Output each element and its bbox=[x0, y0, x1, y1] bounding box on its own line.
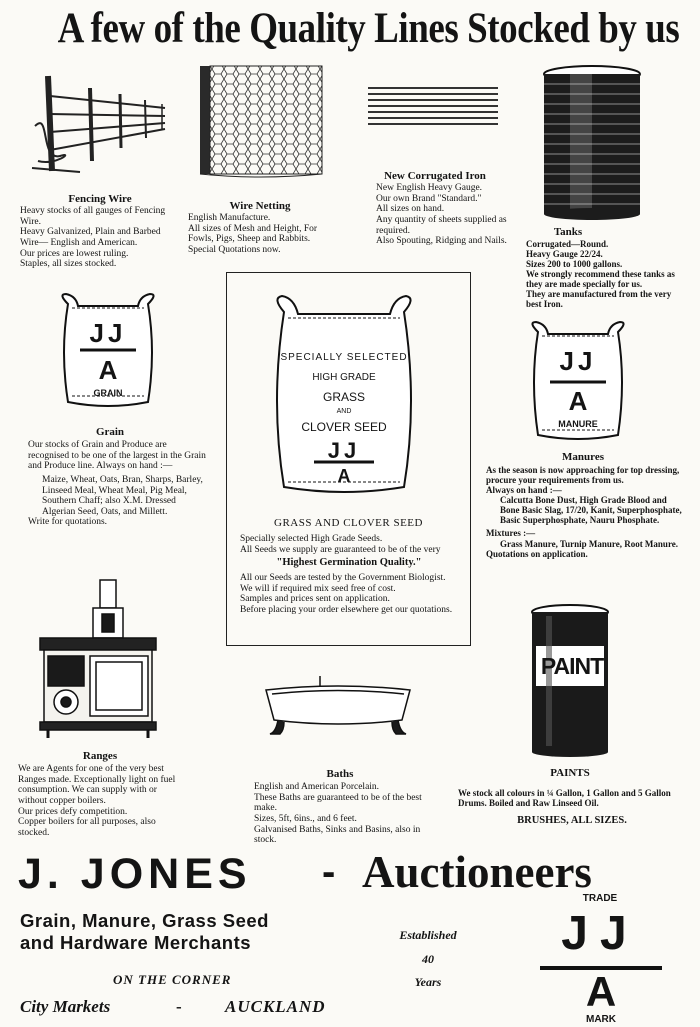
ranges-text: We are Agents for one of the very best Ranges made. Exceptionally light on fuel consumption. We can supply with or without copper boilers. Our prices defy competition. Copper boilers for all purposes, also stocked. bbox=[18, 764, 176, 838]
tanks-title: Tanks bbox=[553, 226, 583, 238]
on-the-corner: ON THE CORNER bbox=[113, 972, 232, 987]
address-dash: - bbox=[176, 997, 182, 1016]
iron-title: New Corrugated Iron bbox=[384, 170, 486, 182]
tank-illustration bbox=[540, 64, 645, 224]
auckland: AUCKLAND bbox=[225, 997, 326, 1016]
manure-sack-a: A bbox=[568, 386, 588, 416]
trademark-trade: TRADE bbox=[582, 893, 618, 904]
fencing-wire-illustration bbox=[30, 66, 170, 176]
manure-sack-label: MANURE bbox=[558, 419, 598, 429]
grain-title: Grain bbox=[95, 426, 125, 438]
netting-text: English Manufacture. All sizes of Mesh and Height, For Fowls, Pigs, Sheep and Rabbits. Special Quotations now. bbox=[188, 213, 318, 255]
paint-can-label: PAINT bbox=[540, 653, 604, 679]
trademark-jj: JJ bbox=[561, 907, 639, 960]
baths-text: English and American Porcelain. These Baths are guaranteed to be of the best make. Sizes, 5ft, 6ins., and 6 feet. Galvanised Baths, Sinks and Basins, also in stock. bbox=[254, 782, 422, 846]
bath-illustration bbox=[262, 676, 414, 740]
seed-sack-line-4: AND bbox=[336, 408, 352, 415]
manure-sack-jj: JJ bbox=[559, 346, 597, 376]
headline: A few of the Quality Lines Stocked by us bbox=[57, 5, 680, 52]
trademark-mark: MARK bbox=[586, 1014, 616, 1025]
ranges-title: Ranges bbox=[82, 750, 118, 762]
merchants-line-1: Grain, Manure, Grass Seed bbox=[20, 910, 269, 931]
grain-sack-jj: JJ bbox=[89, 318, 127, 348]
fencing-title: Fencing Wire bbox=[68, 193, 132, 205]
seed-sack-a: A bbox=[337, 466, 351, 486]
trademark-a: A bbox=[585, 968, 617, 1015]
paint-can-illustration bbox=[528, 602, 614, 758]
corrugated-iron-illustration bbox=[368, 84, 498, 129]
manures-title: Manures bbox=[562, 451, 604, 463]
established-label: Established bbox=[399, 928, 457, 942]
grain-text: Our stocks of Grain and Produce are recognised to be one of the largest in the Grain and Produce line. Always on hand :— Maize, Wheat, Oats, Bran, Sharps, Barley, Linseed Meal, Wheat Meal, Pig Meal, Southern Chaff; also X.M. Dressed Algerian Seed, Oats, and Millett. Write for quotations. bbox=[28, 440, 206, 528]
netting-title: Wire Netting bbox=[229, 200, 291, 212]
seed-text: Specially selected High Grade Seeds. All Seeds we supply are guaranteed to be of the very "Highest Germination Quality." All our Seeds are tested by the Government Biologist. We will if required mix seed free of cost. Samples and prices sent on application. Before placing your order elsewhere get our quotations. bbox=[240, 534, 453, 615]
established-years-number: 40 bbox=[422, 952, 434, 966]
grain-sack-label: GRAIN bbox=[93, 388, 123, 398]
paints-brushes: BRUSHES, ALL SIZES. bbox=[517, 815, 627, 826]
manures-text: As the season is now approaching for top dressing, procure your requirements from us. Always on hand :— Calcutta Bone Dust, High Grade Blood and Bone Basic Slag, 17/20, Kanit, Superphosphate, Basic Superphosphate, Nauru Phosphate. Mixtures :— Grass Manure, Turnip Manure, Root Manure. Quotations on application. bbox=[486, 465, 682, 559]
seed-sack-jj: JJ bbox=[327, 438, 361, 463]
city-markets: City Markets bbox=[20, 997, 111, 1016]
seed-title: GRASS AND CLOVER SEED bbox=[274, 517, 423, 529]
seed-sack-line-3: GRASS bbox=[322, 390, 365, 404]
seed-sack-line-1: SPECIALLY SELECTED bbox=[280, 352, 408, 363]
wire-netting-illustration bbox=[200, 64, 325, 184]
auctioneers-heading: Auctioneers bbox=[362, 847, 592, 897]
range-stove-illustration bbox=[38, 580, 158, 738]
merchants-line-2: and Hardware Merchants bbox=[20, 932, 252, 953]
baths-title: Baths bbox=[326, 768, 354, 780]
seed-sack-line-2: HIGH GRADE bbox=[312, 372, 376, 383]
fencing-text: Heavy stocks of all gauges of Fencing Wire. Heavy Galvanized, Plain and Barbed Wire— English and American. Our prices are lowest ruling. Staples, all sizes stocked. bbox=[20, 206, 166, 270]
paints-title: PAINTS bbox=[550, 767, 590, 779]
firm-name: J. JONES bbox=[18, 850, 252, 898]
tanks-text: Corrugated—Round. Heavy Gauge 22/24. Sizes 200 to 1000 gallons. We strongly recommend these tanks as they are made specially for us. They are manufactured from the very best Iron. bbox=[526, 239, 675, 310]
firm-dash: - bbox=[322, 850, 336, 894]
seed-sack-line-5: CLOVER SEED bbox=[301, 420, 387, 434]
iron-text: New English Heavy Gauge. Our own Brand "Standard." All sizes on hand. Any quantity of sheets supplied as required. Also Spouting, Ridging and Nails. bbox=[376, 183, 507, 247]
established-years-label: Years bbox=[414, 975, 442, 989]
grain-sack-a: A bbox=[98, 355, 118, 385]
paints-text: We stock all colours in ¼ Gallon, 1 Gallon and 5 Gallon Drums. Boiled and Raw Linseed Oil. bbox=[458, 788, 671, 809]
